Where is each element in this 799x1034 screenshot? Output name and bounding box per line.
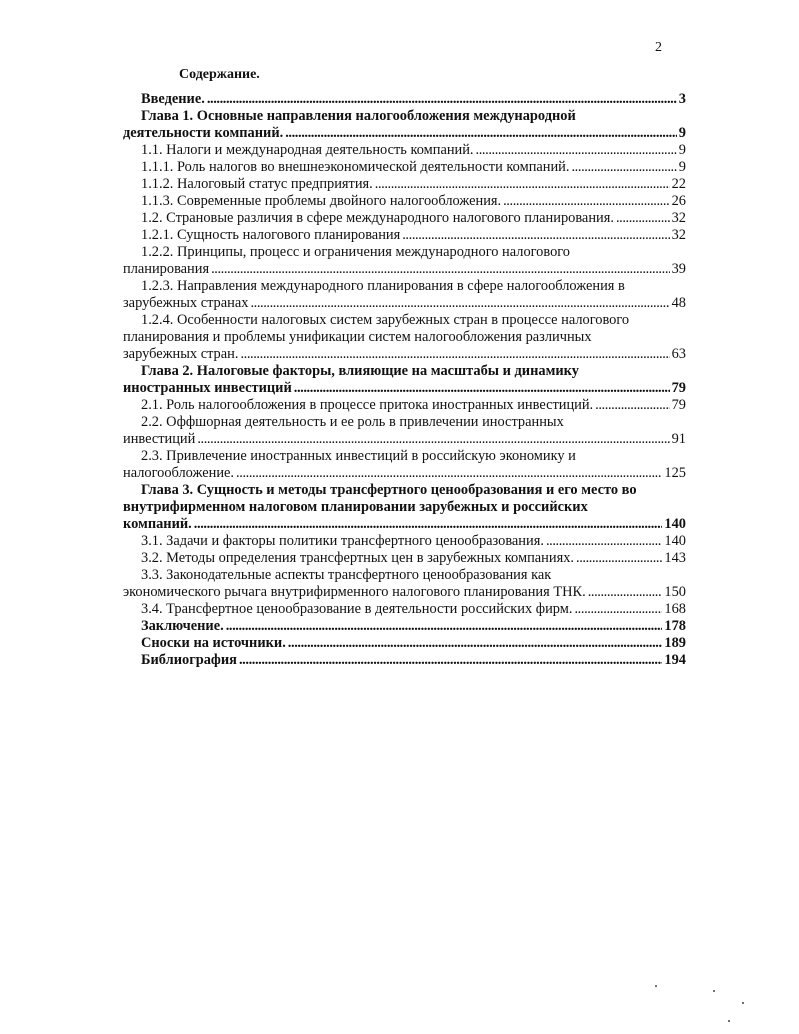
toc-entry-last-line [123,431,686,448]
toc-entry [123,414,686,448]
dot-leader [595,397,669,414]
dot-leader [503,193,670,210]
toc-entry-last-line [123,142,686,159]
dot-leader [571,159,676,176]
dot-leader [476,142,677,159]
toc-entry [123,244,686,278]
toc-entry-last-line [123,533,686,550]
toc-entry-text: планирования [123,261,210,277]
dot-leader [546,533,662,550]
toc-entry-text: зарубежных странах [123,295,249,311]
toc-page-number: 32 [671,210,686,226]
toc-entry-line: 2.3. Привлечение иностранных инвестиций в российскую экономику и [141,448,576,464]
toc-entry-last-line [123,193,686,210]
toc-entry [123,482,686,533]
toc-page-number: 39 [671,261,686,277]
dot-leader [226,618,663,635]
dot-leader [194,516,663,533]
toc-entry-last-line [123,397,686,414]
toc-entry-text: 1.1. Налоги и международная деятельность компаний. [141,142,474,158]
toc-entry-text: иностранных инвестиций [123,380,292,396]
toc-page-number: 150 [664,584,686,600]
scan-speck [728,1020,730,1022]
toc-page-number: 79 [671,380,686,396]
toc-page-number: 91 [671,431,686,447]
scan-speck [655,985,657,987]
page-title: Содержание. [179,67,260,82]
toc-page-number: 48 [671,295,686,311]
dot-leader [236,465,662,482]
dot-leader [285,125,677,142]
toc-entry-last-line [123,261,686,278]
toc-page-number: 26 [671,193,686,209]
toc-entry [123,533,686,550]
toc-entry-text: экономического рычага внутрифирменного налогового планирования ТНК. [123,584,586,600]
dot-leader [288,635,663,652]
toc-entry-text: компаний. [123,516,192,532]
toc-entry-last-line [123,125,686,142]
dot-leader [616,210,670,227]
toc-entry-line: 1.2.2. Принципы, процесс и ограничения международного налогового [141,244,571,260]
toc-page-number: 125 [664,465,686,481]
toc-entry-text: 1.1.3. Современные проблемы двойного налогообложения. [141,193,502,209]
toc-entry-line: 3.3. Законодательные аспекты трансфертного ценообразования как [141,567,552,583]
toc-entry-text: 3.1. Задачи и факторы политики трансфертного ценообразования. [141,533,544,549]
toc-entry [123,601,686,618]
toc-entry-line: 1.2.3. Направления международного планирования в сфере налогообложения в [141,278,625,294]
toc-entry [123,108,686,142]
toc-entry-last-line [123,465,686,482]
toc-entry-text: налогообложение. [123,465,235,481]
toc-entry-text: Заключение. [141,618,224,634]
toc-entry [123,278,686,312]
toc-entry-text: деятельности компаний. [123,125,284,141]
toc-entry-last-line [123,601,686,618]
toc-entry-text: инвестиций [123,431,196,447]
toc-page-number: 9 [678,142,686,158]
toc-entry-text: 2.1. Роль налогообложения в процессе притока иностранных инвестиций. [141,397,594,413]
dot-leader [294,380,670,397]
toc-entry-last-line [123,227,686,244]
toc-page-number: 189 [664,635,686,651]
toc-entry-last-line [123,91,686,108]
toc-entry-last-line [123,159,686,176]
toc-entry [123,448,686,482]
toc-entry-text: Сноски на источники. [141,635,286,651]
toc-entry-line: Глава 3. Сущность и методы трансфертного ценообразования и его место во [141,482,637,498]
dot-leader [239,652,662,669]
toc-entry-text: Введение. [141,91,205,107]
toc-entry-last-line [123,295,686,312]
scan-speck [742,1002,744,1004]
toc-page-number: 194 [664,652,686,668]
toc-entry-line: 2.2. Оффшорная деятельность и ее роль в привлечении иностранных [141,414,564,430]
toc-page-number: 22 [671,176,686,192]
toc-entry [123,210,686,227]
toc-entry [123,176,686,193]
toc-entry-last-line [123,176,686,193]
toc-entry-last-line [123,516,686,533]
dot-leader [211,261,670,278]
toc-entry-text: 1.1.2. Налоговый статус предприятия. [141,176,373,192]
toc-entry [123,142,686,159]
toc-page-number: 63 [671,346,686,362]
table-of-contents [123,91,686,669]
toc-entry [123,550,686,567]
dot-leader [375,176,670,193]
toc-entry-text: Библиография [141,652,237,668]
toc-entry-line: 1.2.4. Особенности налоговых систем зарубежных стран в процессе налогового [141,312,630,328]
toc-entry-text: 1.2.1. Сущность налогового планирования [141,227,401,243]
toc-entry [123,312,686,363]
toc-entry [123,397,686,414]
toc-entry-last-line [123,550,686,567]
toc-entry-line: планирования и проблемы унификации систем налогообложения различных [123,329,592,345]
toc-page-number: 9 [678,125,686,141]
toc-entry-text: 1.1.1. Роль налогов во внешнеэкономической деятельности компаний. [141,159,570,175]
dot-leader [197,431,669,448]
toc-entry-last-line [123,210,686,227]
toc-entry-last-line [123,380,686,397]
dot-leader [402,227,669,244]
page-number: 2 [655,40,662,55]
toc-entry [123,567,686,601]
toc-entry-text: 3.4. Трансфертное ценообразование в деятельности российских фирм. [141,601,573,617]
toc-entry-last-line [123,584,686,601]
toc-entry-line: Глава 1. Основные направления налогообложения международной [141,108,576,124]
toc-entry-text: зарубежных стран. [123,346,239,362]
toc-entry-text: 1.2. Страновые различия в сфере международного налогового планирования. [141,210,614,226]
dot-leader [250,295,669,312]
toc-entry-last-line [123,618,686,635]
toc-entry-last-line [123,652,686,669]
dot-leader [574,601,662,618]
toc-page-number: 168 [664,601,686,617]
toc-entry [123,91,686,108]
dot-leader [207,91,677,108]
toc-page-number: 32 [671,227,686,243]
toc-page-number: 9 [678,159,686,175]
toc-entry-line: внутрифирменном налоговом планировании зарубежных и российских [123,499,588,515]
toc-entry [123,652,686,669]
toc-page-number: 140 [664,516,686,532]
toc-entry-line: Глава 2. Налоговые факторы, влияющие на масштабы и динамику [141,363,579,379]
toc-entry [123,159,686,176]
toc-entry [123,618,686,635]
toc-entry-text: 3.2. Методы определения трансфертных цен в зарубежных компаниях. [141,550,574,566]
toc-page-number: 178 [664,618,686,634]
dot-leader [240,346,669,363]
toc-entry [123,227,686,244]
toc-page-number: 143 [664,550,686,566]
toc-page-number: 140 [664,533,686,549]
dot-leader [588,584,663,601]
toc-entry-last-line [123,346,686,363]
toc-page-number: 3 [678,91,686,107]
toc-entry [123,635,686,652]
toc-entry [123,193,686,210]
scan-speck [713,990,715,992]
toc-entry [123,363,686,397]
dot-leader [576,550,662,567]
toc-entry-last-line [123,635,686,652]
toc-page-number: 79 [671,397,686,413]
